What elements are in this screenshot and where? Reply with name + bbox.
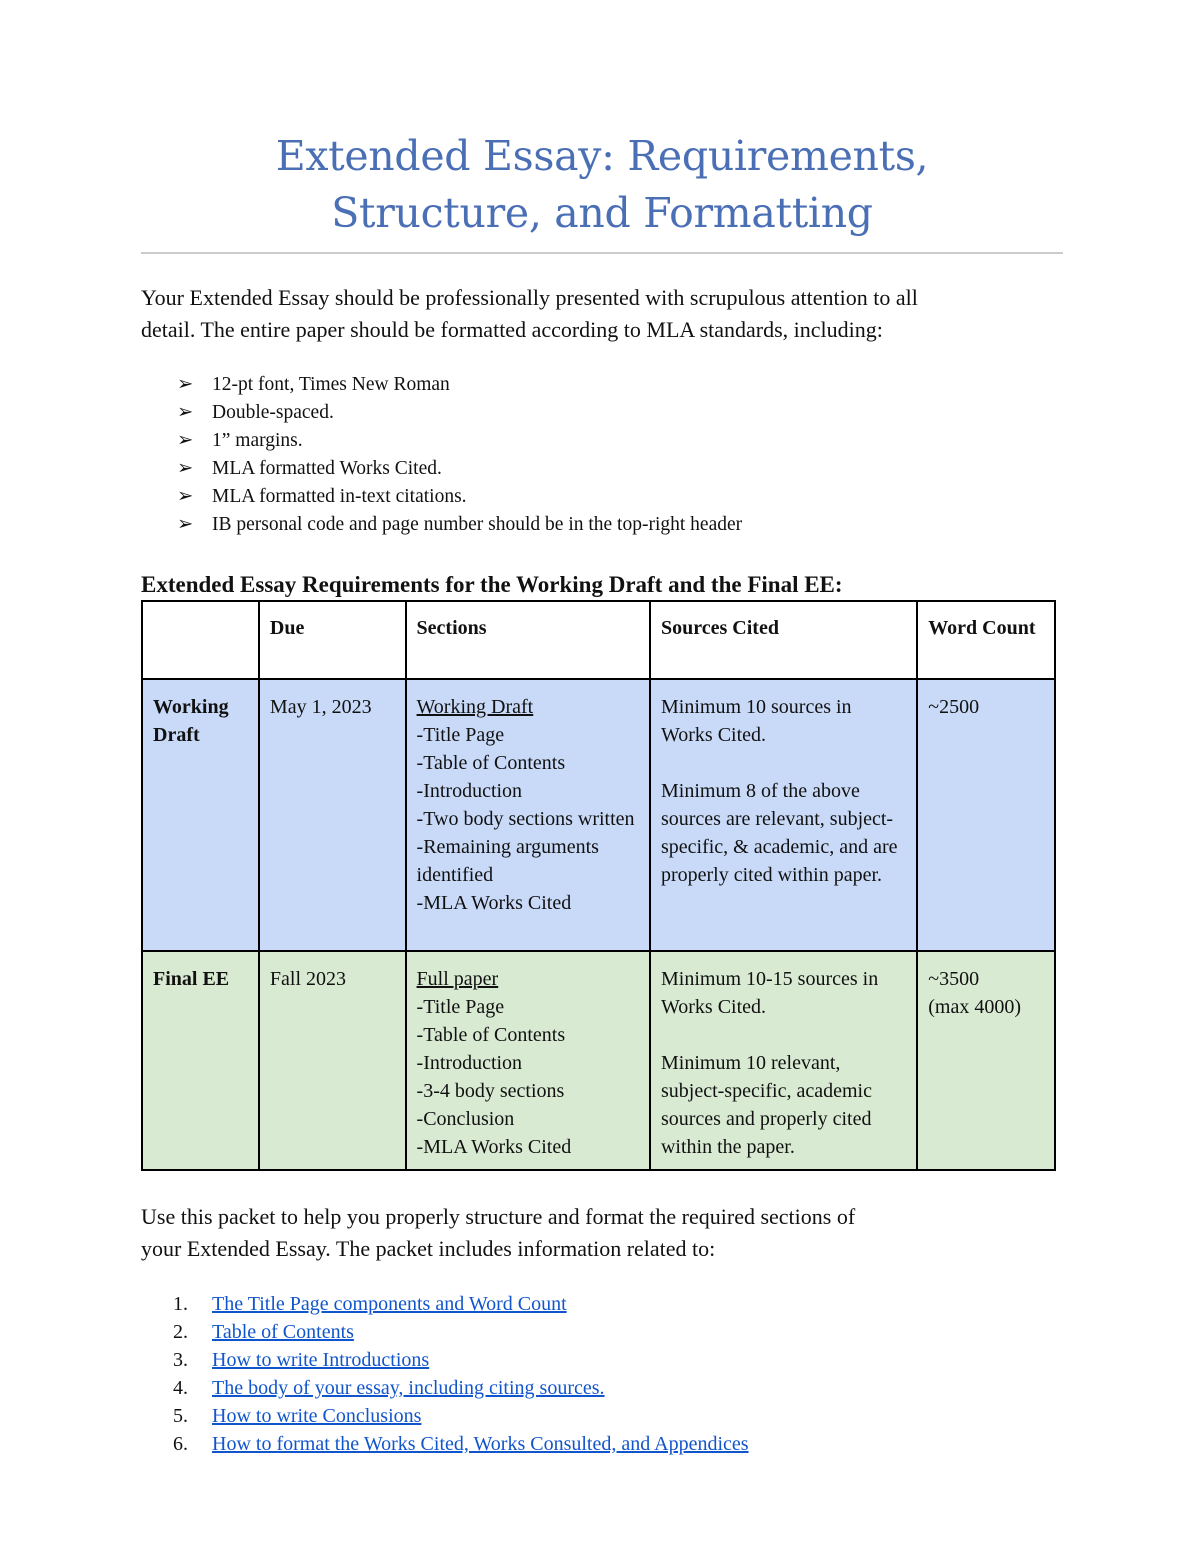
table-row-final-ee xyxy=(142,951,1055,1170)
section-item: -Table of Contents xyxy=(416,752,566,774)
sections-cell xyxy=(406,679,650,951)
outro-paragraph xyxy=(141,1201,1063,1265)
bullet-item: ➢ Double-spaced. xyxy=(177,399,742,427)
list-number: 2. xyxy=(173,1321,188,1343)
row-label: Final EE xyxy=(142,951,259,1170)
list-number: 5. xyxy=(173,1405,188,1427)
link-conclusions[interactable]: How to write Conclusions xyxy=(212,1405,422,1427)
section-item: -Introduction xyxy=(416,1052,523,1074)
list-item xyxy=(173,1318,749,1346)
sources-paragraph: Minimum 10 relevant, subject-specific, academic sources and properly cited within the paper. xyxy=(660,1052,872,1158)
table-heading: Extended Essay Requirements for the Working Draft and the Final EE: xyxy=(141,572,843,597)
bullet-item: ➢ MLA formatted Works Cited. xyxy=(177,455,742,483)
formatting-bullet-list xyxy=(177,371,742,539)
section-item: -Title Page xyxy=(416,724,505,746)
due-cell: May 1, 2023 xyxy=(259,679,406,951)
header-due: Due xyxy=(259,601,406,679)
sources-paragraph: Minimum 10-15 sources in Works Cited. xyxy=(660,968,879,1018)
bullet-item: ➢ IB personal code and page number should be in the top-right header xyxy=(177,511,742,539)
list-item xyxy=(173,1430,749,1458)
section-item: -3-4 body sections xyxy=(416,1080,565,1102)
list-number: 1. xyxy=(173,1293,188,1315)
link-table-of-contents[interactable]: Table of Contents xyxy=(212,1321,354,1343)
bullet-item: ➢ MLA formatted in-text citations. xyxy=(177,483,742,511)
sources-cell xyxy=(650,951,917,1170)
list-number: 6. xyxy=(173,1433,188,1455)
paragraph-gap xyxy=(661,749,906,777)
link-title-page[interactable]: The Title Page components and Word Count xyxy=(212,1293,567,1315)
link-introductions[interactable]: How to write Introductions xyxy=(212,1349,430,1371)
sections-title: Full paper xyxy=(416,968,499,990)
paragraph-gap xyxy=(661,1021,906,1049)
intro-line-1: Your Extended Essay should be professionally presented with scrupulous attention to all xyxy=(141,285,918,310)
requirements-table xyxy=(141,600,1056,1171)
word-count-cell xyxy=(917,679,1055,951)
sources-cell xyxy=(650,679,917,951)
list-item xyxy=(173,1374,749,1402)
header-word-count: Word Count xyxy=(917,601,1055,679)
outro-line-1: Use this packet to help you properly structure and format the required sections of xyxy=(141,1204,856,1229)
link-works-cited[interactable]: How to format the Works Cited, Works Consulted, and Appendices xyxy=(212,1433,749,1455)
section-item: -Introduction xyxy=(416,780,523,802)
section-item: -Remaining arguments identified xyxy=(416,836,599,886)
sources-paragraph: Minimum 10 sources in Works Cited. xyxy=(660,696,852,746)
section-item: -MLA Works Cited xyxy=(416,1136,572,1158)
header-sections: Sections xyxy=(406,601,650,679)
arrow-bullet-icon: ➢ xyxy=(177,430,194,451)
link-body[interactable]: The body of your essay, including citing sources. xyxy=(212,1377,605,1399)
section-item: -Two body sections written xyxy=(416,808,635,830)
word-count-cell xyxy=(917,951,1055,1170)
arrow-bullet-icon: ➢ xyxy=(177,458,194,479)
word-count-note: (max 4000) xyxy=(928,996,1022,1018)
section-item: -MLA Works Cited xyxy=(416,892,572,914)
packet-contents-list xyxy=(173,1290,749,1458)
list-number: 3. xyxy=(173,1349,188,1371)
page-title xyxy=(141,128,1063,242)
bullet-item: ➢ 1” margins. xyxy=(177,427,742,455)
arrow-bullet-icon: ➢ xyxy=(177,514,194,535)
section-item: -Conclusion xyxy=(416,1108,515,1130)
header-sources-cited: Sources Cited xyxy=(650,601,917,679)
row-label: Working Draft xyxy=(142,679,259,951)
section-item: -Table of Contents xyxy=(416,1024,566,1046)
section-item: -Title Page xyxy=(416,996,505,1018)
due-cell: Fall 2023 xyxy=(259,951,406,1170)
sections-cell xyxy=(406,951,650,1170)
arrow-bullet-icon: ➢ xyxy=(177,402,194,423)
list-item xyxy=(173,1402,749,1430)
list-item xyxy=(173,1346,749,1374)
bullet-item: ➢ 12-pt font, Times New Roman xyxy=(177,371,742,399)
sources-paragraph: Minimum 8 of the above sources are relevant, subject-specific, & academic, and are properly cited within paper. xyxy=(660,780,898,886)
outro-line-2: your Extended Essay. The packet includes information related to: xyxy=(141,1236,716,1261)
arrow-bullet-icon: ➢ xyxy=(177,486,194,507)
title-line-2: Structure, and Formatting xyxy=(331,189,873,237)
intro-line-2: detail. The entire paper should be formatted according to MLA standards, including: xyxy=(141,317,883,342)
arrow-bullet-icon: ➢ xyxy=(177,374,194,395)
list-item xyxy=(173,1290,749,1318)
title-line-1: Extended Essay: Requirements, xyxy=(275,132,929,180)
table-header-row xyxy=(142,601,1055,679)
table-row-working-draft xyxy=(142,679,1055,951)
title-divider xyxy=(141,252,1063,254)
list-number: 4. xyxy=(173,1377,188,1399)
header-blank xyxy=(142,601,259,679)
word-count-value: ~3500 xyxy=(928,968,980,990)
intro-paragraph xyxy=(141,282,1063,346)
word-count-value: ~2500 xyxy=(928,696,980,718)
sections-title: Working Draft xyxy=(416,696,534,718)
